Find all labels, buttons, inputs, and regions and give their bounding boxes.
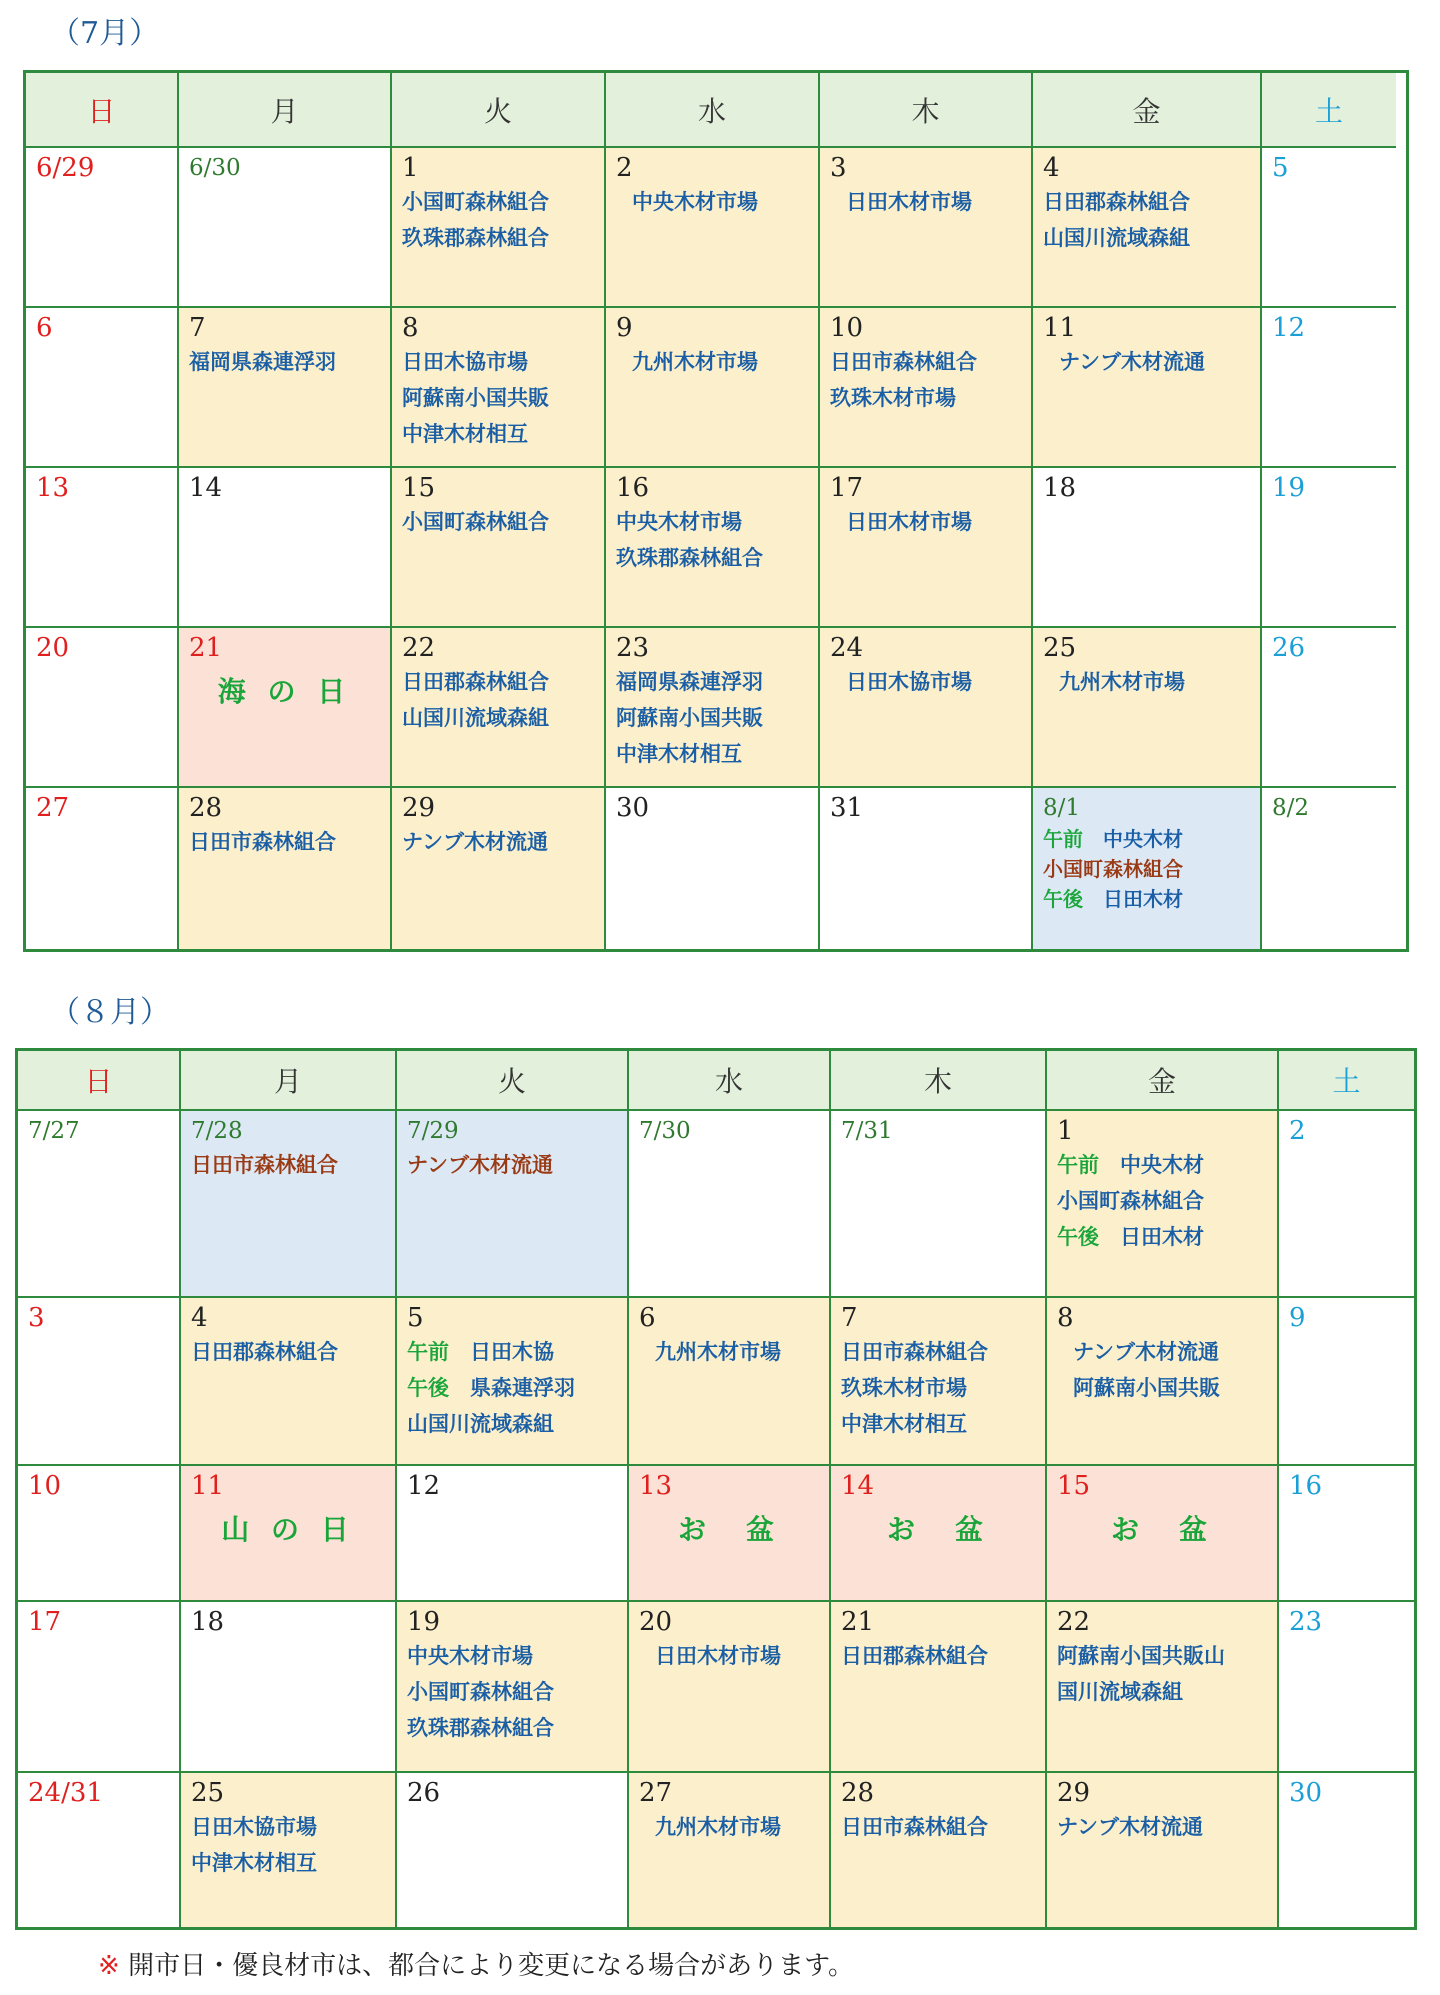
market-entry xyxy=(407,1334,617,1370)
market-entry: 日田郡森林組合 xyxy=(191,1340,338,1364)
day-number: 5 xyxy=(1272,153,1289,183)
market-entry: 日田木協市場 xyxy=(191,1815,317,1839)
holiday-label: 海 の 日 xyxy=(217,675,352,708)
market-entry: 国川流域森組 xyxy=(1057,1680,1183,1704)
day-cell xyxy=(820,148,1033,308)
day-number: 26 xyxy=(1272,633,1306,663)
day-number: 6 xyxy=(639,1303,656,1333)
day-cell xyxy=(1033,308,1262,468)
day-number: 2 xyxy=(616,153,633,183)
day-cell xyxy=(179,148,392,308)
day-number: 9 xyxy=(616,313,633,343)
day-number: 27 xyxy=(36,793,70,823)
market-entry: 中央木材市場 xyxy=(632,190,758,214)
market-name: 日田木材 xyxy=(1103,887,1183,911)
market-entry: ナンブ木材流通 xyxy=(1073,1340,1219,1364)
weekday-header: 金 xyxy=(1033,73,1262,148)
market-entry xyxy=(1057,1219,1267,1255)
day-number: 23 xyxy=(1289,1607,1323,1637)
market-entry: ナンブ木材流通 xyxy=(1059,350,1205,374)
market-entry: 阿蘇南小国共販 xyxy=(616,706,763,730)
day-cell xyxy=(629,1298,831,1466)
market-name: 小国町森林組合 xyxy=(1043,857,1183,881)
session-label: 午後 xyxy=(1057,1225,1099,1249)
market-entry: 日田市森林組合 xyxy=(841,1340,988,1364)
session-label: 午後 xyxy=(1043,887,1083,911)
day-cell xyxy=(179,308,392,468)
day-cell xyxy=(1262,468,1396,628)
holiday-label: お 盆 xyxy=(677,1513,780,1546)
day-cell xyxy=(1047,1111,1279,1298)
day-number: 17 xyxy=(28,1607,62,1637)
weekday-header: 土 xyxy=(1279,1051,1414,1111)
day-number: 10 xyxy=(830,313,864,343)
day-cell xyxy=(831,1111,1047,1298)
day-number: 3 xyxy=(830,153,847,183)
day-number: 6/30 xyxy=(189,155,241,181)
day-number: 17 xyxy=(830,473,864,503)
market-entry: 日田郡森林組合 xyxy=(841,1644,988,1668)
day-number: 10 xyxy=(28,1471,62,1501)
day-cell xyxy=(606,788,820,949)
day-number: 14 xyxy=(189,473,223,503)
weekday-header: 月 xyxy=(179,73,392,148)
day-number: 25 xyxy=(191,1778,225,1808)
market-entry: 阿蘇南小国共販 xyxy=(402,386,549,410)
market-entry: 日田木協市場 xyxy=(846,670,972,694)
market-entry: 玖珠木材市場 xyxy=(830,386,956,410)
day-cell xyxy=(1047,1466,1279,1602)
day-number: 26 xyxy=(407,1778,441,1808)
market-name: 中央木材 xyxy=(1103,827,1183,851)
day-cell xyxy=(392,308,606,468)
day-number: 18 xyxy=(1043,473,1077,503)
market-entry: 日田木材市場 xyxy=(846,190,972,214)
weekday-header: 木 xyxy=(820,73,1033,148)
footnote xyxy=(98,1945,854,1982)
day-cell xyxy=(820,308,1033,468)
day-cell xyxy=(606,148,820,308)
market-entry: 玖珠郡森林組合 xyxy=(407,1716,554,1740)
session-label: 午後 xyxy=(407,1376,449,1400)
market-entry: 日田木協市場 xyxy=(402,350,528,374)
day-cell xyxy=(820,788,1033,949)
day-cell xyxy=(629,1602,831,1773)
day-number: 13 xyxy=(36,473,70,503)
day-cell xyxy=(1262,788,1396,949)
day-cell xyxy=(179,788,392,949)
day-number: 18 xyxy=(191,1607,225,1637)
market-name: 小国町森林組合 xyxy=(1057,1189,1204,1213)
session-label: 午前 xyxy=(1043,827,1083,851)
day-cell xyxy=(629,1773,831,1927)
day-number: 21 xyxy=(189,633,223,663)
market-entry: 玖珠郡森林組合 xyxy=(616,546,763,570)
day-number: 16 xyxy=(1289,1471,1323,1501)
market-entry xyxy=(1057,1183,1267,1219)
day-cell xyxy=(1279,1111,1414,1298)
market-entry xyxy=(1043,884,1250,914)
day-cell xyxy=(1033,788,1262,949)
market-entry: 九州木材市場 xyxy=(632,350,758,374)
day-cell xyxy=(606,628,820,788)
day-cell xyxy=(1033,148,1262,308)
market-entry: 山国川流域森組 xyxy=(402,706,549,730)
day-number: 19 xyxy=(407,1607,441,1637)
day-number: 25 xyxy=(1043,633,1077,663)
note-mark: ※ xyxy=(98,1951,120,1981)
day-cell xyxy=(397,1111,629,1298)
day-cell xyxy=(831,1602,1047,1773)
market-name: 日田木協 xyxy=(470,1340,554,1364)
market-entry: 福岡県森連浮羽 xyxy=(616,670,763,694)
day-number: 15 xyxy=(1057,1471,1091,1501)
day-cell xyxy=(397,1602,629,1773)
day-number: 30 xyxy=(1289,1778,1323,1808)
market-entry: 日田木材市場 xyxy=(846,510,972,534)
day-cell xyxy=(397,1773,629,1927)
day-cell xyxy=(1279,1773,1414,1927)
day-cell xyxy=(18,1602,181,1773)
day-number: 7/30 xyxy=(639,1118,691,1144)
day-cell xyxy=(1033,468,1262,628)
day-number: 4 xyxy=(191,1303,208,1333)
market-entry: 中津木材相互 xyxy=(616,742,742,766)
weekday-header: 金 xyxy=(1047,1051,1279,1111)
session-label: 午前 xyxy=(1057,1153,1099,1177)
market-entry: 小国町森林組合 xyxy=(402,190,549,214)
day-cell xyxy=(18,1773,181,1927)
day-number: 27 xyxy=(639,1778,673,1808)
market-entry: 中津木材相互 xyxy=(402,422,528,446)
day-cell xyxy=(392,148,606,308)
day-number: 24/31 xyxy=(28,1778,103,1808)
market-entry: 玖珠木材市場 xyxy=(841,1376,967,1400)
day-cell xyxy=(1047,1773,1279,1927)
market-name: 日田木材 xyxy=(1120,1225,1204,1249)
day-number: 6/29 xyxy=(36,153,95,183)
market-entry: 中央木材市場 xyxy=(407,1644,533,1668)
market-entry: 日田木材市場 xyxy=(655,1644,781,1668)
weekday-header: 木 xyxy=(831,1051,1047,1111)
day-number: 8 xyxy=(402,313,419,343)
day-cell xyxy=(397,1466,629,1602)
day-cell xyxy=(181,1602,397,1773)
day-cell xyxy=(1279,1466,1414,1602)
day-number: 21 xyxy=(841,1607,875,1637)
day-cell xyxy=(179,468,392,628)
market-entry: 日田市森林組合 xyxy=(189,830,336,854)
day-cell xyxy=(26,788,179,949)
day-number: 7 xyxy=(189,313,206,343)
day-number: 6 xyxy=(36,313,53,343)
day-cell xyxy=(179,628,392,788)
market-entry: 中津木材相互 xyxy=(841,1412,967,1436)
day-number: 23 xyxy=(616,633,650,663)
day-number: 12 xyxy=(1272,313,1306,343)
day-number: 20 xyxy=(639,1607,673,1637)
day-cell xyxy=(18,1466,181,1602)
market-entry: 日田郡森林組合 xyxy=(1043,190,1190,214)
day-number: 7/31 xyxy=(841,1118,893,1144)
day-number: 28 xyxy=(189,793,223,823)
day-cell xyxy=(181,1773,397,1927)
day-number: 4 xyxy=(1043,153,1060,183)
day-cell xyxy=(629,1111,831,1298)
market-entry xyxy=(1057,1147,1267,1183)
market-entry: 福岡県森連浮羽 xyxy=(189,350,336,374)
day-number: 8 xyxy=(1057,1303,1074,1333)
market-entry: 山国川流域森組 xyxy=(1043,226,1190,250)
day-number: 11 xyxy=(1043,313,1077,343)
august-calendar xyxy=(15,1048,1417,1930)
weekday-header: 火 xyxy=(392,73,606,148)
day-number: 22 xyxy=(1057,1607,1091,1637)
day-number: 8/2 xyxy=(1272,795,1310,821)
market-entry: 小国町森林組合 xyxy=(402,510,549,534)
day-number: 31 xyxy=(830,793,864,823)
day-cell xyxy=(181,1298,397,1466)
day-number: 22 xyxy=(402,633,436,663)
market-entry: 阿蘇南小国共販 xyxy=(1073,1376,1220,1400)
weekday-header: 土 xyxy=(1262,73,1396,148)
day-cell xyxy=(181,1466,397,1602)
day-number: 1 xyxy=(402,153,419,183)
day-number: 29 xyxy=(1057,1778,1091,1808)
market-entry: 日田市森林組合 xyxy=(191,1153,338,1177)
market-entry xyxy=(407,1370,617,1406)
market-entry: 小国町森林組合 xyxy=(407,1680,554,1704)
day-cell xyxy=(1262,148,1396,308)
day-cell xyxy=(26,468,179,628)
day-cell xyxy=(1047,1602,1279,1773)
weekday-header: 日 xyxy=(18,1051,181,1111)
july-title: （7月） xyxy=(50,16,160,51)
market-entry xyxy=(1043,854,1250,884)
day-cell xyxy=(831,1298,1047,1466)
day-cell xyxy=(397,1298,629,1466)
weekday-header: 月 xyxy=(181,1051,397,1111)
market-entry: 九州木材市場 xyxy=(1059,670,1185,694)
market-name: 山国川流域森組 xyxy=(407,1412,554,1436)
day-cell xyxy=(831,1773,1047,1927)
day-cell xyxy=(392,628,606,788)
market-entry: ナンブ木材流通 xyxy=(1057,1815,1203,1839)
day-cell xyxy=(1262,308,1396,468)
day-number: 5 xyxy=(407,1303,424,1333)
market-name: 県森連浮羽 xyxy=(470,1376,575,1400)
day-cell xyxy=(831,1466,1047,1602)
day-cell xyxy=(181,1111,397,1298)
holiday-label: お 盆 xyxy=(1110,1513,1213,1546)
market-entry xyxy=(407,1406,617,1442)
july-calendar xyxy=(23,70,1409,952)
day-number: 2 xyxy=(1289,1116,1306,1146)
day-number: 7 xyxy=(841,1303,858,1333)
day-cell xyxy=(820,628,1033,788)
market-entry: 阿蘇南小国共販山 xyxy=(1057,1644,1225,1668)
market-entry: 中央木材市場 xyxy=(616,510,742,534)
day-number: 3 xyxy=(28,1303,45,1333)
market-name: 中央木材 xyxy=(1120,1153,1204,1177)
day-cell xyxy=(1279,1298,1414,1466)
day-cell xyxy=(629,1466,831,1602)
day-cell xyxy=(18,1111,181,1298)
weekday-header: 水 xyxy=(606,73,820,148)
day-number: 13 xyxy=(639,1471,673,1501)
day-number: 7/28 xyxy=(191,1118,243,1144)
day-number: 19 xyxy=(1272,473,1306,503)
day-cell xyxy=(26,628,179,788)
day-number: 16 xyxy=(616,473,650,503)
holiday-label: お 盆 xyxy=(886,1513,989,1546)
day-cell xyxy=(820,468,1033,628)
day-number: 29 xyxy=(402,793,436,823)
holiday-label: 山 の 日 xyxy=(221,1513,355,1546)
market-entry: 九州木材市場 xyxy=(655,1815,781,1839)
day-cell xyxy=(1033,628,1262,788)
day-number: 1 xyxy=(1057,1116,1074,1146)
market-entry: 日田市森林組合 xyxy=(830,350,977,374)
weekday-header: 日 xyxy=(26,73,179,148)
day-cell xyxy=(1279,1602,1414,1773)
day-number: 7/27 xyxy=(28,1118,80,1144)
market-entry xyxy=(1043,824,1250,854)
market-entry: ナンブ木材流通 xyxy=(402,830,548,854)
day-cell xyxy=(18,1298,181,1466)
market-entry: 日田郡森林組合 xyxy=(402,670,549,694)
day-cell xyxy=(606,468,820,628)
day-cell xyxy=(26,308,179,468)
day-number: 14 xyxy=(841,1471,875,1501)
market-entry: 中津木材相互 xyxy=(191,1851,317,1875)
day-cell xyxy=(606,308,820,468)
session-label: 午前 xyxy=(407,1340,449,1364)
august-title: （８月） xyxy=(50,995,170,1030)
day-number: 28 xyxy=(841,1778,875,1808)
market-entry: 九州木材市場 xyxy=(655,1340,781,1364)
day-number: 9 xyxy=(1289,1303,1306,1333)
day-cell xyxy=(1047,1298,1279,1466)
weekday-header: 水 xyxy=(629,1051,831,1111)
day-number: 24 xyxy=(830,633,864,663)
market-entry: ナンブ木材流通 xyxy=(407,1153,553,1177)
day-cell xyxy=(392,788,606,949)
day-cell xyxy=(26,148,179,308)
market-entry: 玖珠郡森林組合 xyxy=(402,226,549,250)
note-text: 開市日・優良材市は、都合により変更になる場合があります。 xyxy=(128,1951,854,1981)
day-number: 12 xyxy=(407,1471,441,1501)
day-number: 7/29 xyxy=(407,1118,459,1144)
day-number: 8/1 xyxy=(1043,795,1081,821)
day-number: 20 xyxy=(36,633,70,663)
day-number: 11 xyxy=(191,1471,225,1501)
day-cell xyxy=(1262,628,1396,788)
day-cell xyxy=(392,468,606,628)
weekday-header: 火 xyxy=(397,1051,629,1111)
day-number: 15 xyxy=(402,473,436,503)
market-entry: 日田市森林組合 xyxy=(841,1815,988,1839)
day-number: 30 xyxy=(616,793,650,823)
